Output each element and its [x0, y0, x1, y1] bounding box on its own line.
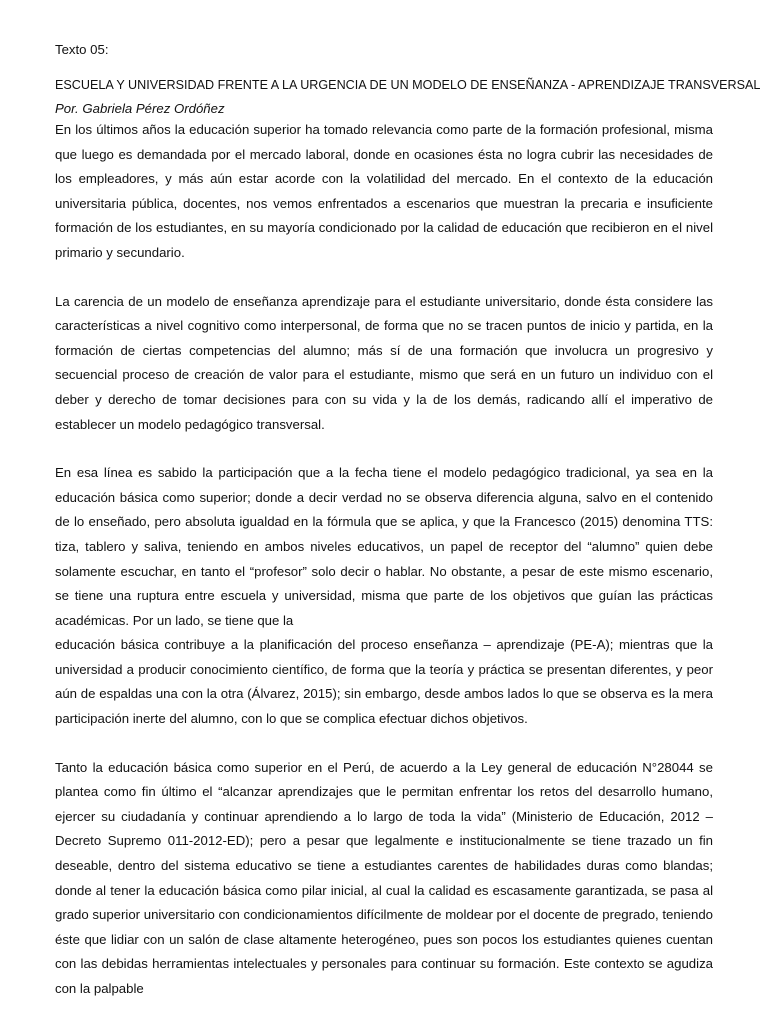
paragraph-3: En esa línea es sabido la participación que a la fecha tiene el modelo pedagógico tradicional, ya sea en la educación básica como superior; donde a decir verdad no se observa diferencia alguna, salvo en el contenido de lo enseñado, pero absoluta igualdad en la fórmula que se aplica, y que la Francesco (2015) denomina TTS: tiza, tablero y saliva, teniendo en ambos niveles educativos, un papel de receptor del “alumno” quien debe solamente escuchar, en tanto el “profesor” solo decir o hablar. No obstante, a pesar de este mismo escenario, se tiene una ruptura entre escuela y universidad, misma que parte de los objetivos que guían las prácticas académicas. Por un lado, se tiene que la	[55, 465, 713, 628]
text-label: Texto 05:	[55, 42, 109, 57]
paragraph-4: educación básica contribuye a la planificación del proceso enseñanza – aprendizaje (PE-A); mientras que la universidad a producir conocimiento científico, de forma que la teoría y práctica se presentan diferentes, y peor aún de espaldas una con la otra (Álvarez, 2015); sin embargo, desde ambos lados lo que se observa es la mera participación inerte del alumno, con lo que se complica efectuar dichos objetivos.	[55, 637, 713, 727]
document-body	[55, 40, 761, 1026]
document-author: Por. Gabriela Pérez Ordóñez	[55, 101, 225, 116]
document-title: ESCUELA Y UNIVERSIDAD FRENTE A LA URGENCIA DE UN MODELO DE ENSEÑANZA - APRENDIZAJE TRANSVERSAL	[55, 78, 761, 92]
paragraph-5: Tanto la educación básica como superior en el Perú, de acuerdo a la Ley general de educación N°28044 se plantea como fin último el “alcanzar aprendizajes que le permitan enfrentar los retos del desarrollo humano, ejercer su ciudadanía y continuar aprendiendo a lo largo de toda la vida” (Ministerio de Educación, 2012 – Decreto Supremo 011-2012-ED); pero a pesar que legalmente e institucionalmente se tiene trazado un fin deseable, dentro del sistema educativo se tiene a estudiantes carentes de habilidades duras como blandas; donde al tener la educación básica como pilar inicial, al cual la calidad es escasamente garantizada, se pasa al grado superior universitario con condicionamientos difícilmente de moldear por el docente de pregrado, teniendo éste que lidiar con un salón de clase altamente heterogéneo, pues son pocos los estudiantes quienes cuentan con las debidas herramientas intelectuales y personales para continuar su formación. Este contexto se agudiza con la palpable	[55, 759, 713, 996]
paragraph-2: La carencia de un modelo de enseñanza aprendizaje para el estudiante universitario, donde ésta considere las características a nivel cognitivo como interpersonal, de forma que no se tracen puntos de inicio y partida, en la formación de ciertas competencias del alumno; más sí de una formación que involucra un progresivo y secuencial proceso de creación de valor para el estudiante, mismo que será en un futuro un individuo con el deber y derecho de tomar decisiones para con su vida y la de los demás, radicando allí el imperativo de establecer un modelo pedagógico transversal.	[55, 293, 713, 432]
paragraph-1: En los últimos años la educación superior ha tomado relevancia como parte de la formación profesional, misma que luego es demandada por el mercado laboral, donde en ocasiones ésta no logra cubrir las necesidades de los empleadores, y más aún estar acorde con la volatilidad del mercado. En el contexto de la educación universitaria pública, docentes, nos vemos enfrentados a escenarios que muestran la precaria e insuficiente formación de los estudiantes, en su mayoría condicionado por la calidad de educación que recibieron en el nivel primario y secundario.	[55, 122, 713, 260]
